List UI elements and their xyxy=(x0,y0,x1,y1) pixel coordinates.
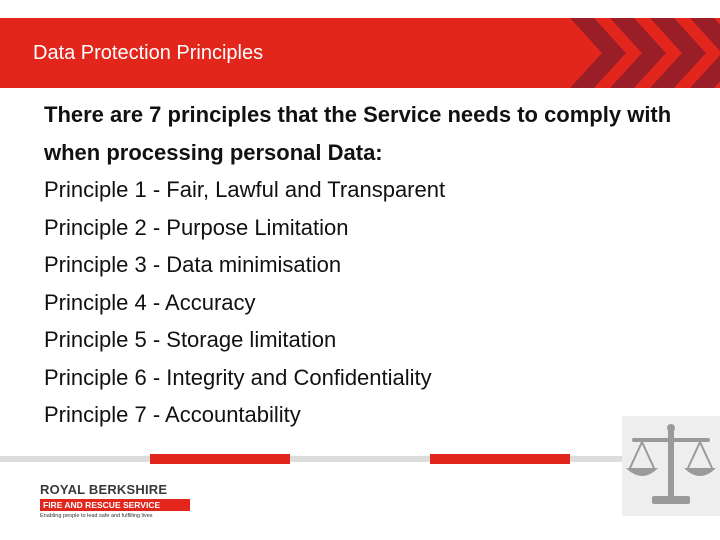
principle-7: Principle 7 - Accountability xyxy=(44,402,301,427)
intro-text: There are 7 principles that the Service needs to comply with when processing personal Data: xyxy=(44,102,672,165)
scales-panel xyxy=(622,416,720,516)
scales-of-justice-icon xyxy=(622,416,720,516)
principle-6: Principle 6 - Integrity and Confidentiality xyxy=(44,364,432,390)
principle-4: Principle 4 - Accuracy xyxy=(44,289,256,315)
organisation-logo xyxy=(40,483,190,519)
slide-header xyxy=(0,18,720,88)
footer-divider xyxy=(0,454,622,466)
principle-5: Principle 5 - Storage limitation xyxy=(44,327,337,352)
logo-tagline: Enabling people to lead safe and fulfilling lives xyxy=(40,513,153,519)
principle-3: Principle 3 - Data minimisation xyxy=(44,252,342,277)
slide-body xyxy=(44,96,684,434)
principle-2: Principle 2 - Purpose Limitation xyxy=(44,214,349,240)
logo-band: FIRE AND RESCUE SERVICE xyxy=(40,499,190,511)
logo-name: ROYAL BERKSHIRE xyxy=(40,482,168,497)
principle-1: Principle 1 - Fair, Lawful and Transparent xyxy=(44,177,446,202)
chevron-decoration-icon xyxy=(550,18,720,88)
slide-title: Data Protection Principles xyxy=(33,42,264,64)
